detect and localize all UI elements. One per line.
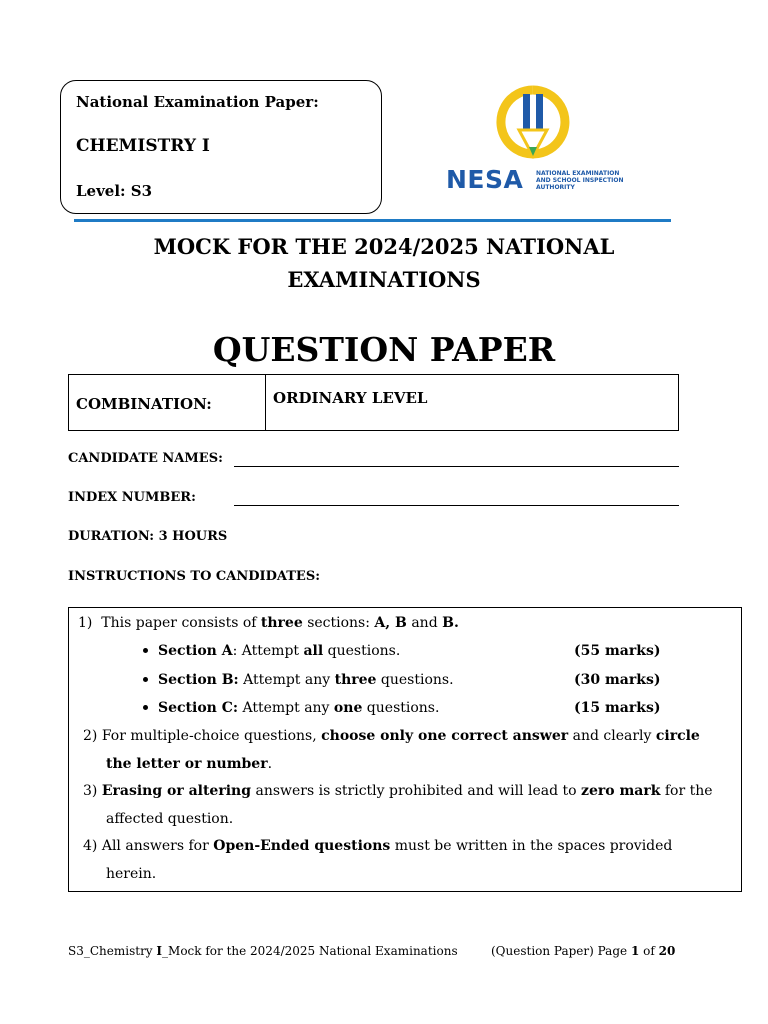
emphasis: B. [442,615,459,631]
mock-title-line: MOCK FOR THE 2024/2025 NATIONAL [153,234,615,259]
section-name: Section B: [158,672,239,688]
text: sections: [302,615,375,631]
text: answers is strictly prohibited and will lead to [251,783,582,799]
text: and clearly [568,728,656,744]
section-a-line [158,643,400,659]
candidate-names-label: CANDIDATE NAMES: [68,451,223,466]
instruction-3 [83,783,713,799]
text: questions. [376,672,454,688]
current-page: 1 [630,944,640,958]
text: _Mock for the 2024/2025 National Examinations [162,944,458,958]
subject-title: CHEMISTRY I [76,136,210,156]
text: . [267,756,273,772]
text: must be written in the spaces provided [390,838,673,854]
nesa-subtitle-line: AND SCHOOL INSPECTION [536,177,624,184]
emphasis: A, B [374,615,407,631]
emphasis: zero mark [581,783,661,799]
paper-header-box [60,80,382,214]
emphasis: circle [655,728,700,744]
text: questions. [323,643,401,659]
section-name: Section A [158,643,233,659]
index-number-label: INDEX NUMBER: [68,490,196,505]
text: of [639,944,659,958]
text: Attempt any [238,700,334,716]
text: S3_Chemistry [68,944,157,958]
bullet-icon [143,677,148,682]
text: : [232,643,238,659]
text: Attempt [237,643,304,659]
emphasis: choose only one correct answer [321,728,569,744]
text: (Question Paper) Page [491,944,631,958]
instruction-number: 2) [83,728,98,744]
instruction-4 [83,838,672,854]
mock-title [0,230,768,296]
pencil-emblem-icon [493,84,573,164]
instruction-4-continued: herein. [106,866,157,882]
total-pages: 20 [658,944,676,958]
paper-type-label: National Examination Paper: [76,93,319,111]
section-c-marks: (15 marks) [574,700,661,716]
candidate-names-line[interactable] [234,466,679,467]
bullet-icon [143,648,148,653]
emphasis: one [333,700,363,716]
nesa-subtitle-line: AUTHORITY [536,184,575,191]
footer-page-number [491,944,675,958]
emphasis: Open-Ended questions [213,838,391,854]
emphasis: all [303,643,324,659]
section-a-marks: (55 marks) [574,643,661,659]
nesa-subtitle [536,170,636,191]
combination-label: COMBINATION: [76,395,212,413]
instructions-heading: INSTRUCTIONS TO CANDIDATES: [68,569,321,584]
text: and [406,615,443,631]
nesa-wordmark: NESA [446,165,524,194]
section-name: Section C: [158,700,239,716]
instruction-number: 3) [83,783,98,799]
combination-value: ORDINARY LEVEL [273,389,428,407]
combination-table [68,374,679,431]
text: For multiple-choice questions, [101,728,322,744]
text: questions. [362,700,440,716]
instruction-number: 4) [83,838,98,854]
nesa-subtitle-line: NATIONAL EXAMINATION [536,170,620,177]
text: for the [660,783,713,799]
question-paper-title: QUESTION PAPER [212,330,556,369]
text: Attempt any [238,672,335,688]
header-divider [74,219,671,222]
instruction-2 [83,728,700,744]
instruction-number: 1) [78,615,93,631]
bullet-icon [143,705,148,710]
text: All answers for [101,838,214,854]
mock-title-line: EXAMINATIONS [287,267,481,292]
emphasis: Erasing or altering [101,783,252,799]
index-number-line[interactable] [234,505,679,506]
section-b-line [158,672,454,688]
footer-document-name [68,944,458,958]
nesa-logo [440,84,640,199]
section-c-line [158,700,439,716]
instruction-3-continued: affected question. [106,811,234,827]
instructions-box [68,607,742,892]
emphasis: three [334,672,377,688]
instruction-1 [78,615,459,631]
emphasis: I [156,944,163,958]
text: This paper consists of [101,615,261,631]
duration-label: DURATION: 3 HOURS [68,529,228,544]
instruction-2-continued [106,756,272,772]
emphasis: the letter or number [106,756,268,772]
table-divider [265,375,266,430]
emphasis: three [260,615,303,631]
level-label: Level: S3 [76,182,153,200]
section-b-marks: (30 marks) [574,672,661,688]
